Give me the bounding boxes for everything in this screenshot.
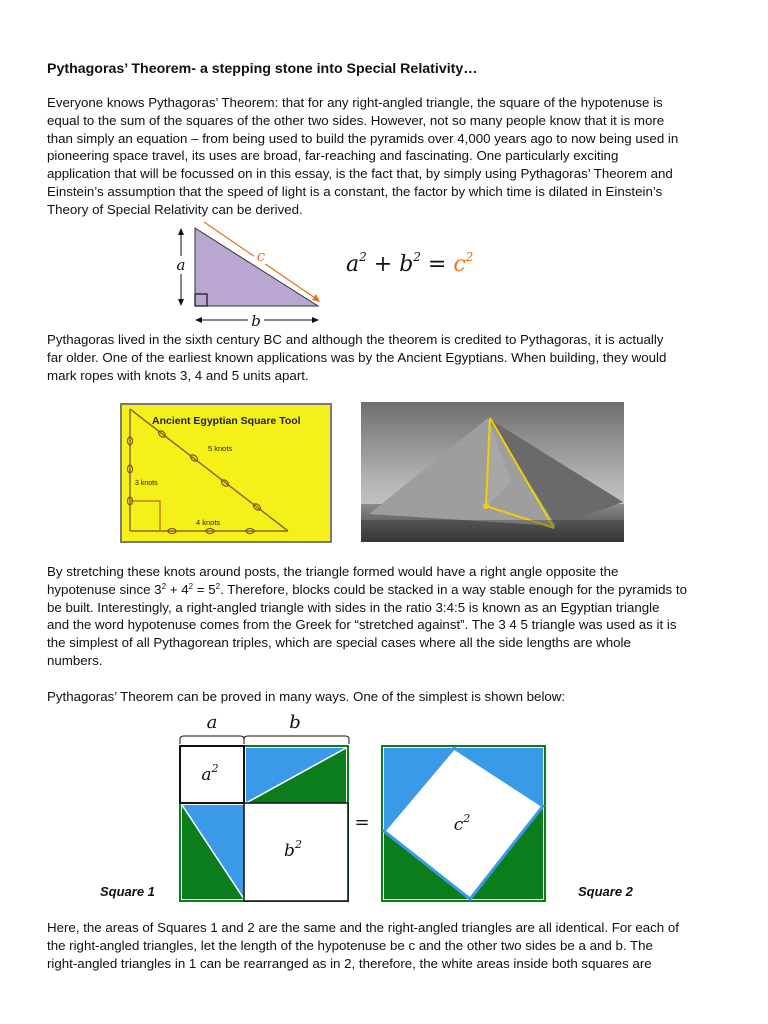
text-line: Theory of Special Relativity can be derived. (47, 201, 303, 217)
square-1 (180, 746, 348, 901)
pythagoras-equation: $a^2 + b^2 = c^2$ (346, 250, 474, 277)
right-triangle-figure (170, 220, 330, 330)
arrow-head-icon (312, 317, 319, 323)
text-line: than simply an equation – from being used to build the pyramids over 4,000 years ago to now being used in (47, 130, 679, 146)
paragraph-proof-intro (47, 688, 727, 706)
proof-label-a: a (206, 712, 218, 733)
text-line: Pythagoras’ Theorem can be proved in many ways. One of the simplest is shown below: (47, 689, 566, 704)
text-line: the simplest of all Pythagorean triples, which are special cases where all the side lengths are whole (47, 635, 631, 651)
text-line: and the word hypotenuse comes from the Greek for “stretched against”. The 3 4 5 triangle was used as it is (47, 617, 677, 633)
arrow-head-icon (312, 294, 320, 302)
square-2-caption: Square 2 (578, 884, 633, 899)
triangle-shape (195, 228, 318, 306)
a-squared-label: $a^2$ (201, 762, 219, 785)
side-b-label: b (251, 312, 261, 330)
proof-label-b: b (289, 712, 301, 733)
text-line: the right-angled triangles, let the length of the hypotenuse be c and the other two sides be a and b. The (47, 937, 653, 953)
pyramid-photo (361, 402, 624, 542)
paragraph-proof-explanation (47, 919, 727, 972)
paragraph-intro (47, 94, 727, 219)
text-line: be built. Interestingly, a right-angled triangle with sides in the ratio 3:4:5 is known as an Egyptian triangle (47, 599, 660, 615)
proof-squares-figure (170, 706, 560, 906)
paragraph-history (47, 331, 727, 384)
text-line: Einstein’s assumption that the speed of light is a constant, the factor by which time is dilated in Einstein’s (47, 183, 663, 199)
text-line: numbers. (47, 652, 103, 668)
text-line: application that will be focussed on in this essay, is the fact that, by simply using Pythagoras’ Theorem and (47, 166, 673, 182)
text-line: right-angled triangles in 1 can be rearranged as in 2, therefore, the white areas inside both squares are (47, 955, 652, 971)
arrow-head-icon (178, 228, 184, 235)
five-knots-label: 5 knots (208, 444, 233, 453)
egyptian-square-tool-figure (120, 403, 332, 543)
text-line: Here, the areas of Squares 1 and 2 are the same and the right-angled triangles are all identical. For each of (47, 920, 679, 935)
b-squared-label: $b^2$ (284, 838, 302, 861)
arrow-head-icon (195, 317, 202, 323)
text-line: pioneering space travel, its uses are broad, far-reaching and fascinating. One particularly exciting (47, 148, 619, 164)
equals-sign: = (354, 812, 370, 833)
text-line: hypotenuse since $3^2 + 4^2 = 5^2$. Therefore, blocks could be stacked in a way stable enough for the pyramids to (47, 581, 687, 597)
text-line: equal to the sum of the squares of the other two sides. However, not so many people know that it is more (47, 112, 665, 128)
text-line: Everyone knows Pythagoras’ Theorem: that for any right-angled triangle, the square of the hypotenuse is (47, 95, 663, 110)
tool-title: Ancient Egyptian Square Tool (152, 415, 301, 427)
side-a-label: a (176, 256, 186, 274)
text-line: Pythagoras lived in the sixth century BC and although the theorem is credited to Pythagoras, it is actually (47, 332, 664, 347)
document-title: Pythagoras’ Theorem- a stepping stone into Special Relativity… (47, 61, 478, 77)
arrow-head-icon (178, 299, 184, 306)
paragraph-egyptian-triangle (47, 563, 727, 670)
c-squared-label: $c^2$ (453, 812, 471, 835)
four-knots-label: 4 knots (196, 518, 221, 527)
square-1-caption: Square 1 (100, 884, 155, 899)
text-line: mark ropes with knots 3, 4 and 5 units apart. (47, 367, 309, 383)
text-line: far older. One of the earliest known applications was by the Ancient Egyptians. When building, they would (47, 349, 667, 365)
text-line: By stretching these knots around posts, the triangle formed would have a right angle opposite the (47, 564, 619, 579)
square-2 (382, 746, 545, 901)
three-knots-label: 3 knots (135, 480, 158, 487)
hypotenuse-label: c (256, 247, 266, 265)
